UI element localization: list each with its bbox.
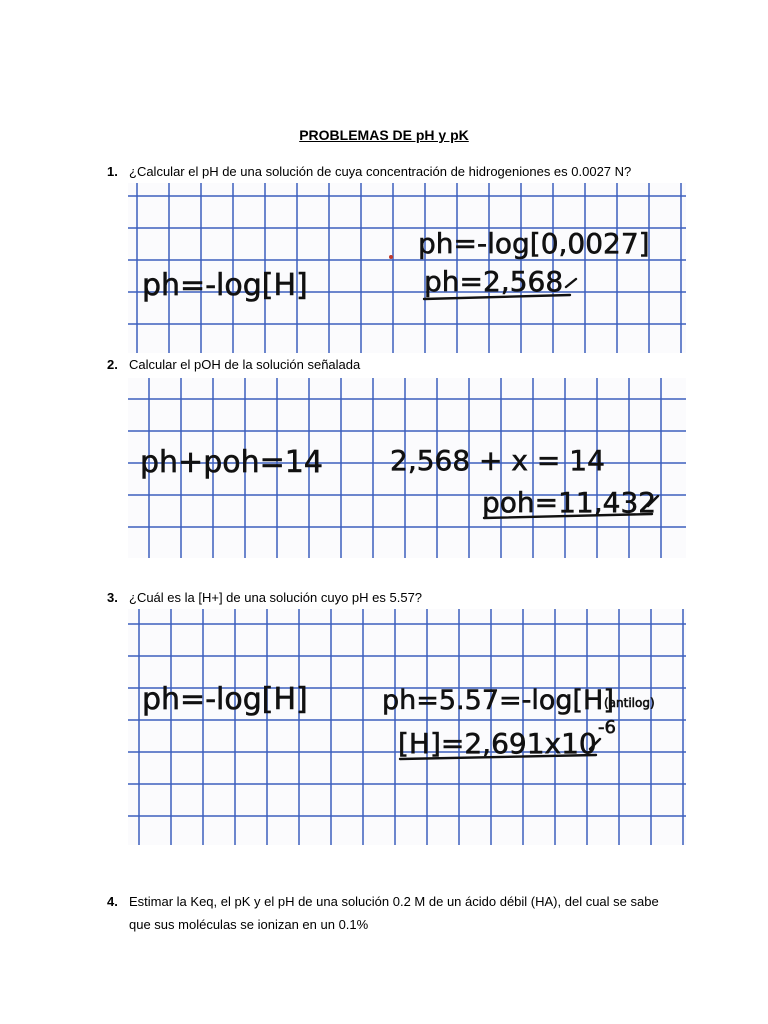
- handwritten-formula: ph=-log[H]: [142, 682, 308, 717]
- handwritten-solution-1: [128, 183, 686, 353]
- question-text: ¿Calcular el pH de una solución de cuya concentración de hidrogeniones es 0.0027 N?: [129, 164, 632, 179]
- handwritten-step-1: 2,568 + x = 14: [390, 444, 605, 477]
- question-number: 4.: [107, 894, 118, 909]
- question-3: [107, 586, 667, 609]
- question-number: 1.: [107, 164, 118, 179]
- handwritten-solution-3: [128, 609, 686, 845]
- page-title: PROBLEMAS DE pH y pK: [299, 127, 469, 143]
- question-number: 2.: [107, 357, 118, 372]
- question-2: [107, 353, 667, 376]
- handwritten-exponent: -6: [598, 717, 616, 738]
- handwritten-step-1: ph=-log[0,0027]: [418, 227, 650, 260]
- handwriting-canvas-1: [128, 183, 686, 353]
- question-1: [107, 160, 667, 183]
- handwritten-solution-2: [128, 378, 686, 558]
- red-ink-dot: [389, 255, 393, 259]
- question-number: 3.: [107, 590, 118, 605]
- handwritten-result: ph=2,568: [424, 265, 564, 298]
- handwriting-canvas-2: [128, 378, 686, 558]
- question-4: [107, 890, 667, 936]
- handwritten-result: [H]=2,691x10: [398, 727, 597, 760]
- handwritten-formula: ph=-log[H]: [142, 268, 308, 303]
- handwritten-result: poh=11,432: [482, 486, 657, 519]
- handwriting-canvas-3: [128, 609, 686, 845]
- question-text: ¿Cuál es la [H+] de una solución cuyo pH es 5.57?: [129, 590, 423, 605]
- handwritten-formula: ph+poh=14: [140, 445, 323, 480]
- question-text: Calcular el pOH de la solución señalada: [129, 357, 361, 372]
- handwritten-step-1: ph=5.57=-log[H]: [382, 685, 614, 716]
- question-text: Estimar la Keq, el pK y el pH de una solución 0.2 M de un ácido débil (HA), del cual se sabe que sus moléculas se ionizan en un 0.1%: [129, 894, 659, 932]
- handwritten-note: (antilog): [604, 696, 655, 710]
